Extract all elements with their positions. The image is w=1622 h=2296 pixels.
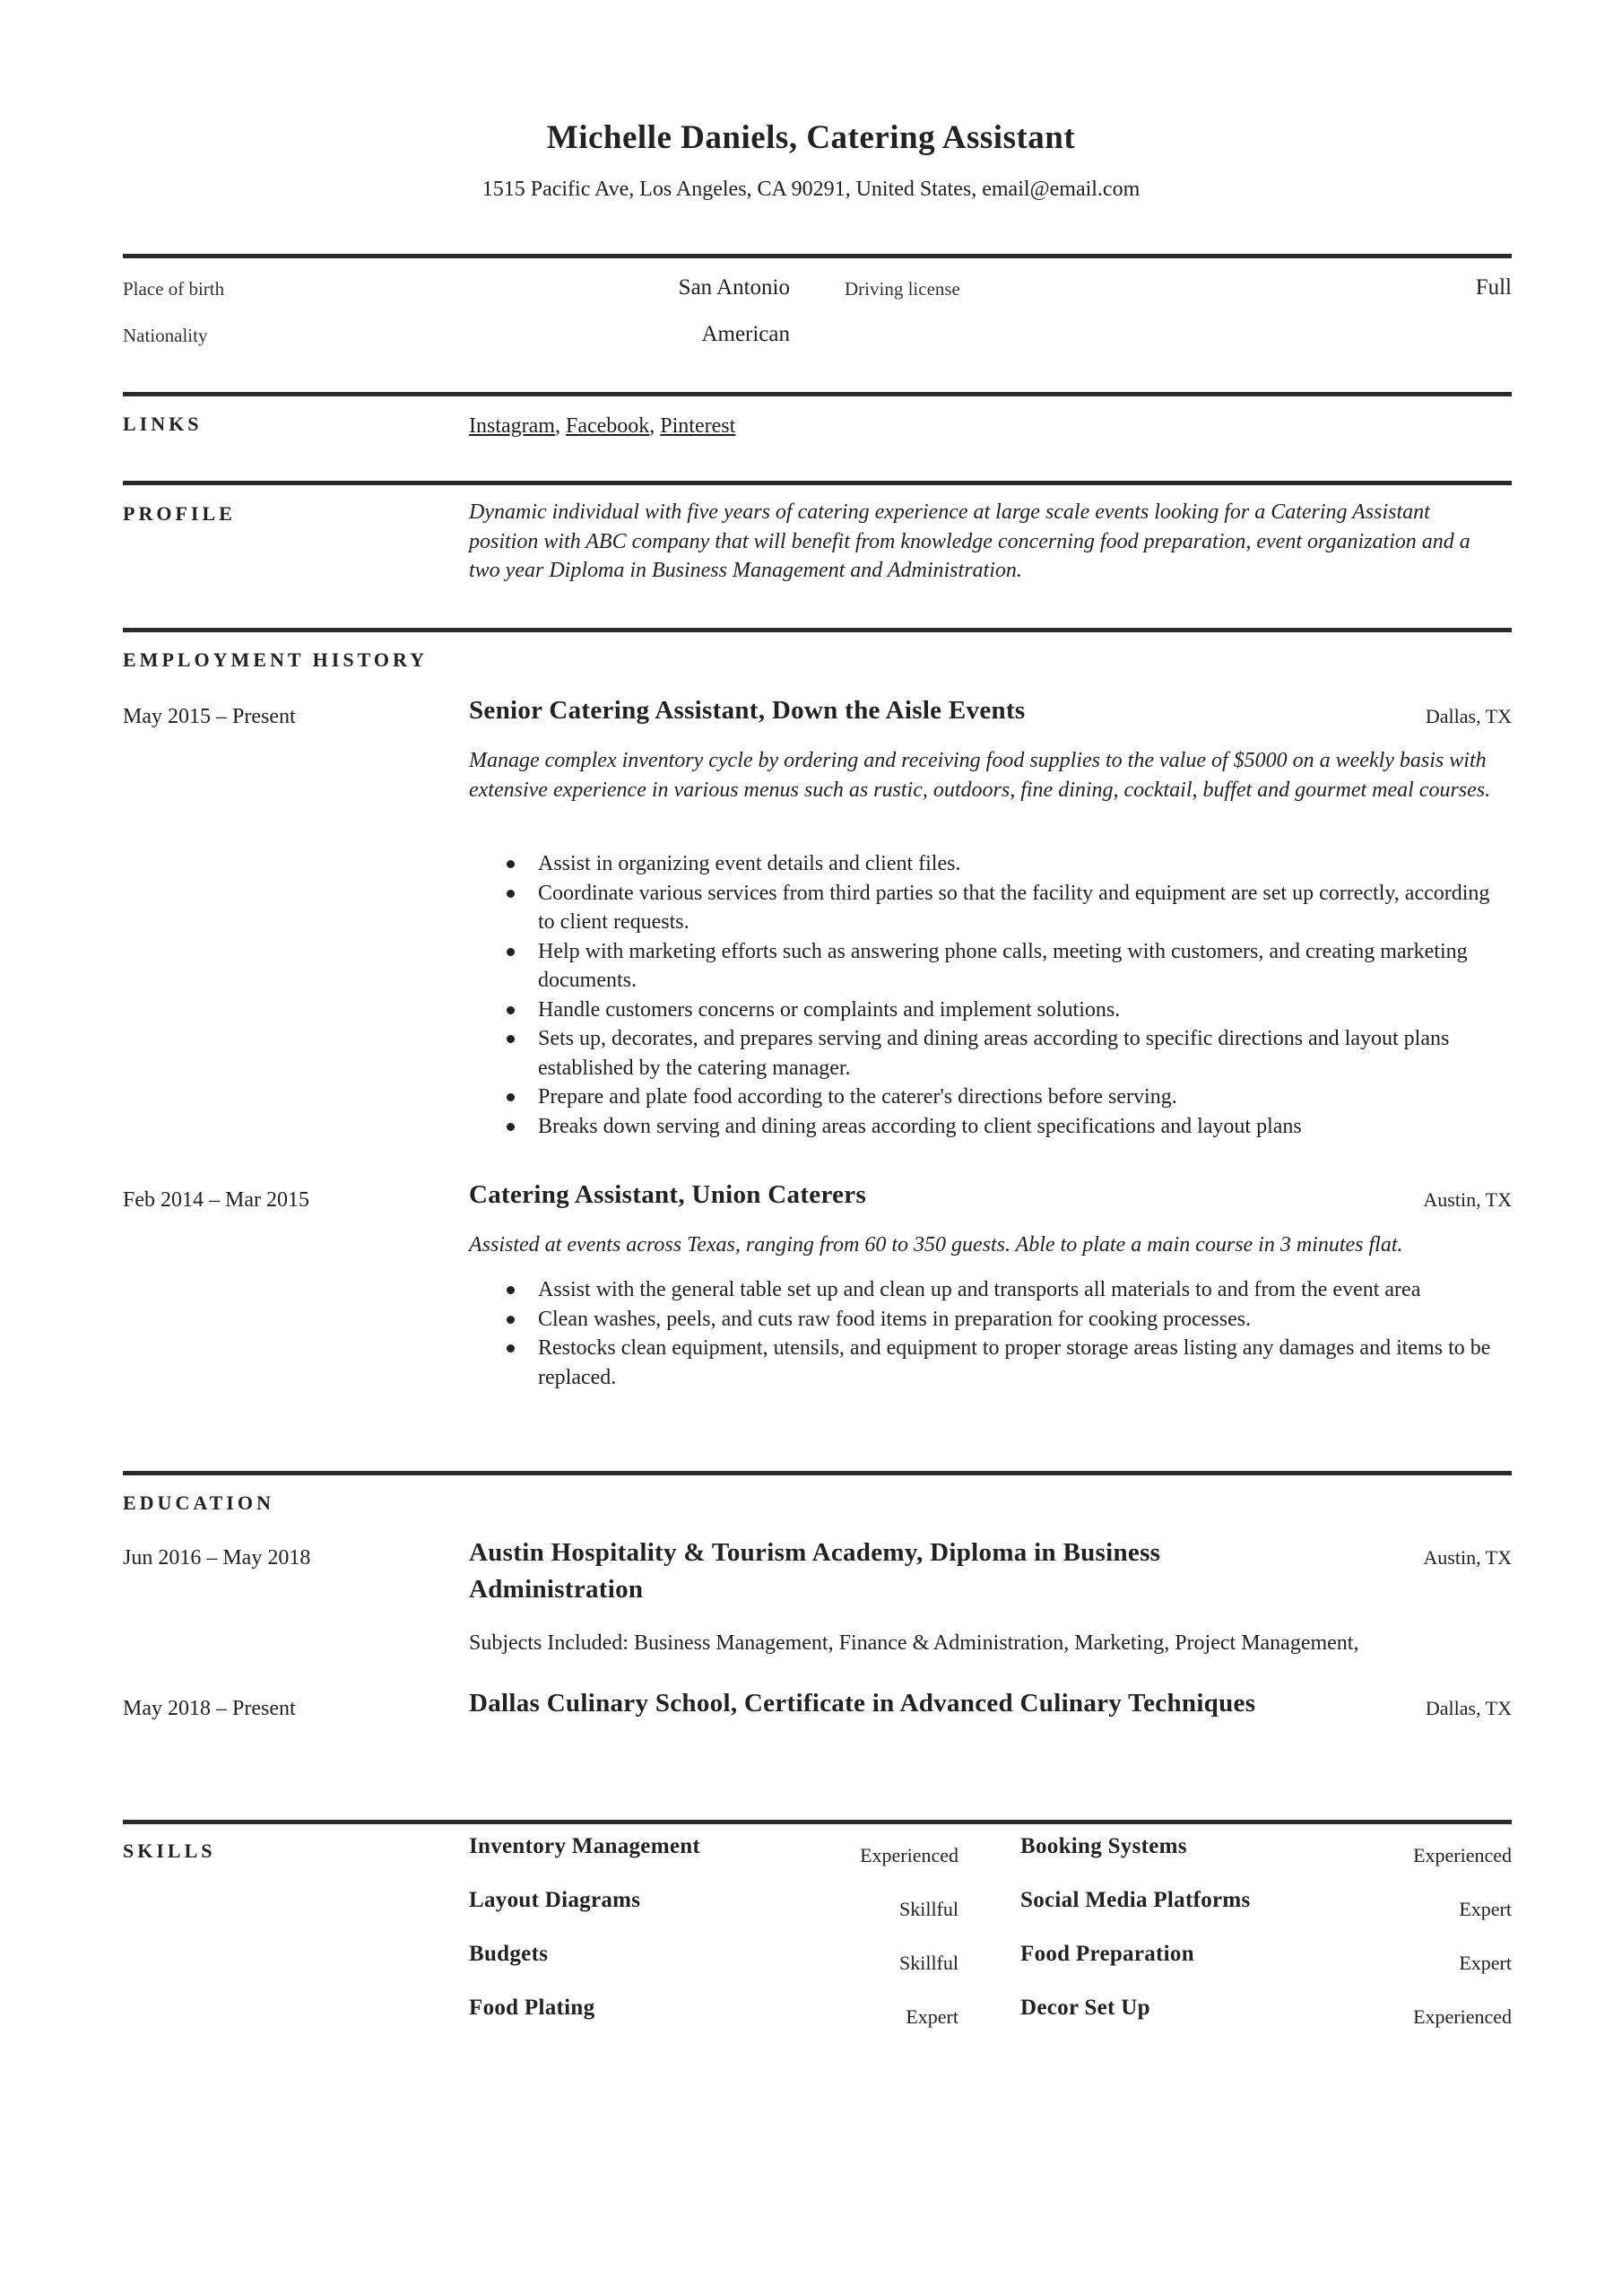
instagram-link[interactable]: Instagram — [469, 414, 555, 438]
links-list: Instagram, Facebook, Pinterest — [469, 414, 736, 438]
profile-heading: PROFILE — [123, 502, 236, 525]
education-title: Austin Hospitality & Tourism Academy, Diploma in Business Administration — [469, 1538, 1161, 1604]
divider — [123, 481, 1512, 485]
job-dates: Feb 2014 – Mar 2015 — [123, 1188, 309, 1212]
skill-name: Layout Diagrams — [469, 1888, 641, 1912]
nationality-value: American — [701, 322, 790, 346]
job-location: Dallas, TX — [1425, 705, 1512, 727]
list-item: Clean washes, peels, and cuts raw food items in preparation for cooking processes. — [469, 1305, 1512, 1335]
divider — [123, 1471, 1512, 1475]
place-of-birth-value: San Antonio — [678, 275, 790, 300]
skill-name: Food Plating — [469, 1996, 595, 2020]
job-description: Manage complex inventory cycle by ordering and receiving food supplies to the value of $5000 on a weekly basis with extensive experience in various menus such as rustic, outdoors, fine dining, cocktail, buffet and gourmet meal courses. — [469, 749, 1491, 802]
place-of-birth-label: Place of birth — [123, 278, 225, 300]
list-item: Restocks clean equipment, utensils, and equipment to proper storage areas listing any damages and items to be replaced. — [469, 1334, 1512, 1392]
page-title: Michelle Daniels, Catering Assistant — [546, 119, 1076, 156]
list-item: Help with marketing efforts such as answering phone calls, meeting with customers, and creating marketing documents. — [469, 937, 1512, 996]
contact-address: 1515 Pacific Ave, Los Angeles, CA 90291, United States, email@email.com — [481, 178, 1141, 201]
links-heading: LINKS — [123, 413, 203, 435]
skill-name: Booking Systems — [1020, 1834, 1187, 1858]
skill-name: Inventory Management — [469, 1834, 701, 1858]
list-item: Coordinate various services from third parties so that the facility and equipment are set up correctly, according to client requests. — [469, 879, 1512, 937]
list-item: Handle customers concerns or complaints and implement solutions. — [469, 996, 1512, 1025]
education-location: Austin, TX — [1423, 1546, 1512, 1569]
divider — [123, 392, 1512, 396]
skill-level: Experienced — [1413, 1844, 1512, 1866]
skill-name: Social Media Platforms — [1020, 1888, 1251, 1912]
skill-level: Expert — [1459, 1952, 1512, 1974]
divider — [123, 628, 1512, 632]
job-bullets — [469, 849, 1512, 1141]
education-heading: EDUCATION — [123, 1492, 274, 1514]
list-item: Prepare and plate food according to the caterer's directions before serving. — [469, 1083, 1512, 1112]
skill-level: Experienced — [1413, 2005, 1512, 2028]
job-description: Assisted at events across Texas, ranging from 60 to 350 guests. Able to plate a main course in 3 minutes flat. — [469, 1233, 1403, 1257]
education-dates: Jun 2016 – May 2018 — [123, 1546, 311, 1570]
pinterest-link[interactable]: Pinterest — [660, 414, 736, 438]
skill-name: Decor Set Up — [1020, 1996, 1150, 2020]
skills-heading: SKILLS — [123, 1839, 216, 1862]
education-description: Subjects Included: Business Management, Finance & Administration, Marketing, Project Management, — [469, 1631, 1359, 1655]
employment-heading: EMPLOYMENT HISTORY — [123, 648, 428, 671]
divider — [123, 1820, 1512, 1824]
divider — [123, 254, 1512, 258]
skill-level: Experienced — [860, 1844, 958, 1866]
facebook-link[interactable]: Facebook — [565, 414, 650, 438]
education-title: Dallas Culinary School, Certificate in Advanced Culinary Techniques — [469, 1689, 1256, 1718]
skill-level: Skillful — [898, 1898, 958, 1920]
list-item: Sets up, decorates, and prepares serving and dining areas according to specific directions and layout plans established by the catering manager. — [469, 1024, 1512, 1083]
list-item: Assist with the general table set up and clean up and transports all materials to and from the event area — [469, 1275, 1512, 1305]
education-location: Dallas, TX — [1425, 1697, 1512, 1719]
skill-level: Skillful — [898, 1952, 958, 1974]
list-item: Assist in organizing event details and client files. — [469, 849, 1512, 879]
nationality-label: Nationality — [123, 325, 208, 346]
driving-license-value: Full — [1475, 275, 1512, 300]
job-title: Catering Assistant, Union Caterers — [469, 1180, 867, 1209]
job-title: Senior Catering Assistant, Down the Aisle Events — [469, 696, 1026, 725]
list-item: Breaks down serving and dining areas according to client specifications and layout plans — [469, 1112, 1512, 1142]
skill-name: Budgets — [469, 1942, 549, 1966]
job-bullets — [469, 1275, 1512, 1392]
skill-name: Food Preparation — [1020, 1942, 1194, 1966]
education-dates: May 2018 – Present — [123, 1697, 296, 1720]
skill-level: Expert — [906, 2005, 958, 2028]
job-location: Austin, TX — [1423, 1188, 1512, 1211]
skill-level: Expert — [1459, 1898, 1512, 1920]
job-dates: May 2015 – Present — [123, 705, 296, 728]
driving-license-label: Driving license — [845, 278, 960, 300]
profile-text: Dynamic individual with five years of catering experience at large scale events looking for a Catering Assistant position with ABC company that will benefit from knowledge concerning food preparation, event organization and a two year Diploma in Business Management and Administration. — [469, 500, 1470, 582]
